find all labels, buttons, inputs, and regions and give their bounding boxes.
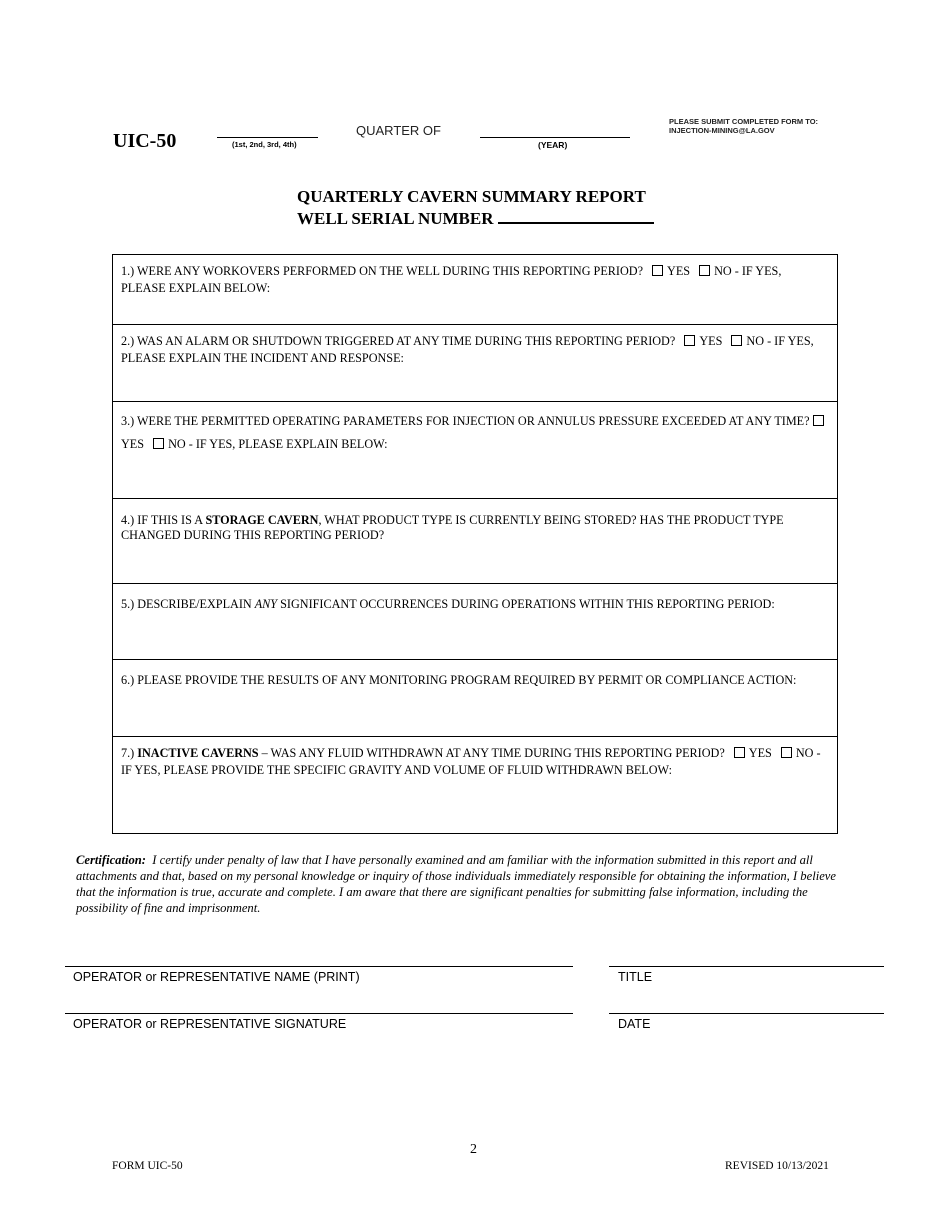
- question-3[interactable]: [113, 402, 837, 499]
- no-label: NO: [714, 264, 732, 278]
- yes-checkbox[interactable]: [734, 747, 745, 758]
- submit-note: [669, 117, 818, 135]
- yes-label: YES: [667, 264, 691, 278]
- any-emphasis: ANY: [254, 597, 278, 611]
- yes-checkbox[interactable]: [684, 335, 695, 346]
- form-id: UIC-50: [113, 130, 177, 152]
- yes-label: YES: [748, 746, 772, 760]
- date-input-line[interactable]: [609, 1013, 884, 1014]
- well-serial-input-line[interactable]: [498, 207, 654, 224]
- footer-form-label: FORM UIC-50: [112, 1160, 183, 1172]
- yes-label: YES: [121, 437, 145, 451]
- question-6[interactable]: [113, 660, 837, 737]
- no-checkbox[interactable]: [781, 747, 792, 758]
- question-5[interactable]: [113, 584, 837, 660]
- submit-email: INJECTION-MINING@LA.GOV: [669, 126, 775, 135]
- submit-note-line1: PLEASE SUBMIT COMPLETED FORM TO:: [669, 117, 819, 126]
- storage-cavern-emphasis: STORAGE CAVERN: [205, 513, 319, 527]
- question-number: 3.): [121, 414, 135, 428]
- name-label: OPERATOR or REPRESENTATIVE NAME (PRINT): [73, 970, 360, 984]
- question-text: PLEASE PROVIDE THE RESULTS OF ANY MONITORING PROGRAM REQUIRED BY PERMIT OR COMPLIANCE ACTION:: [137, 673, 797, 687]
- report-title-line1: QUARTERLY CAVERN SUMMARY REPORT: [297, 187, 646, 206]
- signature-input-line[interactable]: [65, 1013, 573, 1014]
- page-number: 2: [470, 1142, 477, 1157]
- signature-label: OPERATOR or REPRESENTATIVE SIGNATURE: [73, 1017, 347, 1031]
- question-text: WERE ANY WORKOVERS PERFORMED ON THE WELL DURING THIS REPORTING PERIOD?: [137, 264, 643, 278]
- name-input-line[interactable]: [65, 966, 573, 967]
- no-checkbox[interactable]: [731, 335, 742, 346]
- question-text: WAS AN ALARM OR SHUTDOWN TRIGGERED AT ANY TIME DURING THIS REPORTING PERIOD?: [137, 334, 676, 348]
- yes-checkbox[interactable]: [813, 415, 824, 426]
- question-tail: - IF YES, PLEASE EXPLAIN BELOW:: [188, 437, 388, 451]
- question-tail: - IF YES, PLEASE PROVIDE THE SPECIFIC GRAVITY AND VOLUME OF FLUID WITHDRAWN BELOW:: [121, 746, 821, 777]
- question-text: IF THIS IS A: [137, 513, 203, 527]
- title-label: TITLE: [618, 970, 653, 984]
- question-number: 6.): [121, 673, 135, 687]
- question-text: WERE THE PERMITTED OPERATING PARAMETERS FOR INJECTION OR ANNULUS PRESSURE EXCEEDED AT ANY TIME?: [137, 414, 810, 428]
- no-label: NO: [168, 437, 186, 451]
- question-1[interactable]: [113, 255, 837, 325]
- year-hint: (YEAR): [538, 140, 568, 150]
- yes-label: YES: [699, 334, 723, 348]
- quarter-of-label: QUARTER OF: [356, 123, 441, 138]
- question-number: 5.): [121, 597, 135, 611]
- question-number: 1.): [121, 264, 135, 278]
- question-text: – WAS ANY FLUID WITHDRAWN AT ANY TIME DURING THIS REPORTING PERIOD?: [261, 746, 725, 760]
- question-7[interactable]: [113, 737, 837, 833]
- report-title: [297, 187, 654, 229]
- question-2[interactable]: [113, 325, 837, 402]
- yes-checkbox[interactable]: [652, 265, 663, 276]
- no-label: NO: [795, 746, 814, 760]
- question-tail: - IF YES, PLEASE EXPLAIN BELOW:: [121, 264, 782, 295]
- question-number: 2.): [121, 334, 135, 348]
- no-checkbox[interactable]: [153, 438, 164, 449]
- footer-revised: REVISED 10/13/2021: [725, 1160, 829, 1172]
- question-4[interactable]: [113, 499, 837, 584]
- certification-text: I certify under penalty of law that I have personally examined and am familiar with the information submitted in this report and all attachments and that, based on my personal knowledge or inquiry of those individuals immediately responsible for obtaining the information, I believe that the information is true, accurate and complete. I am aware that there are significant penalties for submitting false information, including the possibility of fine and imprisonment.: [76, 853, 836, 915]
- questions-box: [112, 254, 838, 834]
- quarter-input-line[interactable]: [217, 137, 318, 138]
- title-input-line[interactable]: [609, 966, 884, 967]
- well-serial-label: WELL SERIAL NUMBER: [297, 209, 494, 228]
- question-text-cont: SIGNIFICANT OCCURRENCES DURING OPERATIONS WITHIN THIS REPORTING PERIOD:: [280, 597, 775, 611]
- quarter-hint: (1st, 2nd, 3rd, 4th): [232, 140, 297, 149]
- question-text-cont: , WHAT PRODUCT TYPE IS CURRENTLY BEING STORED? HAS THE PRODUCT TYPE CHANGED DURING THIS REPORTING PERIOD?: [121, 513, 784, 542]
- question-number: 4.): [121, 513, 135, 527]
- date-label: DATE: [618, 1017, 651, 1031]
- no-label: NO: [746, 334, 765, 348]
- no-checkbox[interactable]: [699, 265, 710, 276]
- question-number: 7.): [121, 746, 135, 760]
- question-tail: - IF YES, PLEASE EXPLAIN THE INCIDENT AND RESPONSE:: [121, 334, 814, 365]
- question-text: DESCRIBE/EXPLAIN: [137, 597, 252, 611]
- certification: [76, 852, 846, 916]
- inactive-caverns-emphasis: INACTIVE CAVERNS: [137, 746, 259, 760]
- certification-label: Certification:: [76, 853, 146, 867]
- year-input-line[interactable]: [480, 137, 630, 138]
